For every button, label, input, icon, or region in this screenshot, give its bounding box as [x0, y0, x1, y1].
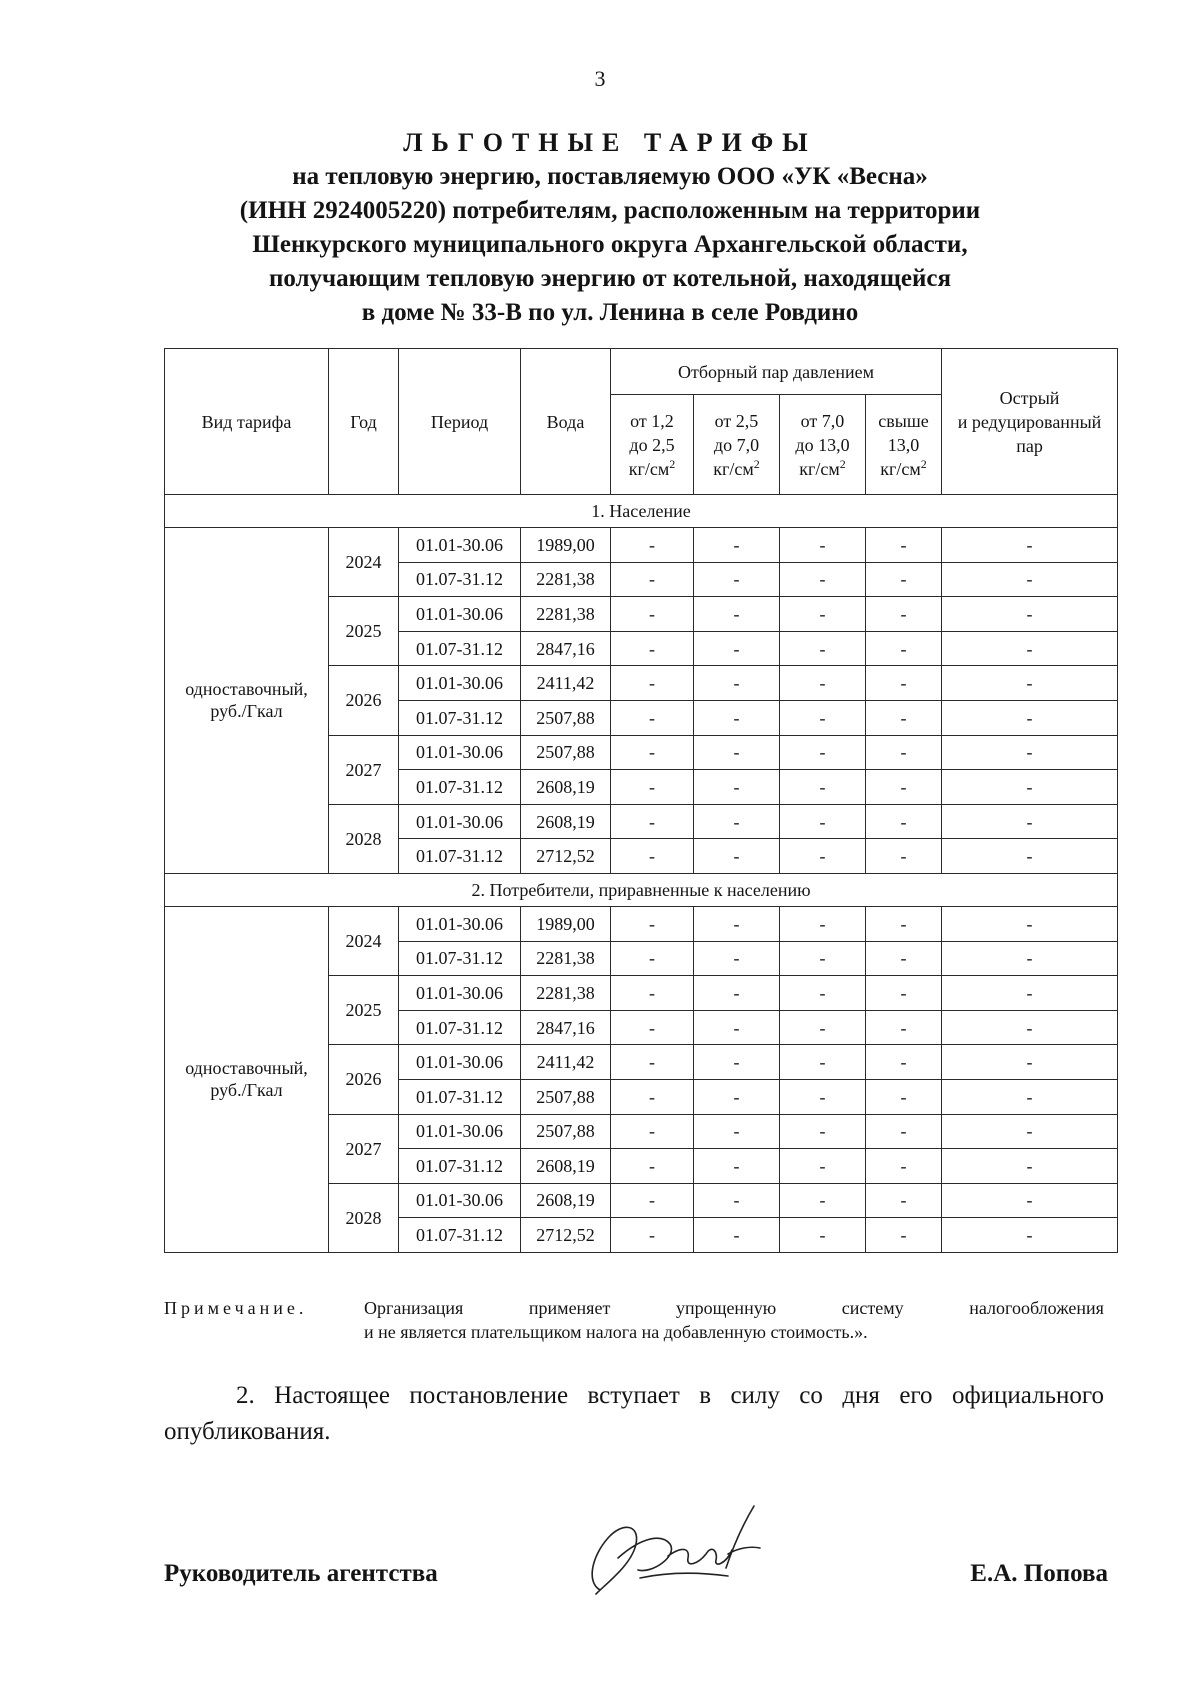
sharp-cell: - [942, 906, 1118, 941]
s2-cell: - [694, 1149, 780, 1184]
period-cell: 01.07-31.12 [399, 1010, 521, 1045]
header-steam-line: до 7,0 [713, 434, 760, 455]
year-cell: 2027 [329, 735, 399, 804]
sharp-cell: - [942, 597, 1118, 632]
s2-cell: - [694, 1218, 780, 1253]
s4-cell: - [866, 976, 942, 1011]
note-word: Организация [364, 1298, 464, 1318]
table-row [165, 528, 1118, 563]
s4-cell: - [866, 735, 942, 770]
year-cell: 2024 [329, 906, 399, 975]
header-steam-line: до 2,5 [629, 434, 675, 455]
title-line: Шенкурского муниципального округа Архангельской области, [252, 231, 968, 258]
s2-cell: - [694, 666, 780, 701]
header-sharp-line: Острый [999, 387, 1060, 408]
header-steam-unit [613, 457, 691, 481]
s1-cell: - [611, 631, 694, 666]
section-row [165, 873, 1118, 906]
sharp-cell: - [942, 1010, 1118, 1045]
unit-superscript: 2 [753, 456, 760, 471]
s4-cell: - [866, 631, 942, 666]
s3-cell: - [780, 1218, 866, 1253]
s4-cell: - [866, 666, 942, 701]
s1-cell: - [611, 839, 694, 874]
tariff-type-line: руб./Гкал [210, 1080, 283, 1101]
header-sharp-steam [942, 349, 1118, 495]
s4-cell: - [866, 1079, 942, 1114]
sharp-cell: - [942, 1149, 1118, 1184]
decree-paragraph: 2. Настоящее постановление вступает в силу со дня его официального опубликования. [164, 1382, 1104, 1445]
s2-cell: - [694, 1114, 780, 1149]
sharp-cell: - [942, 839, 1118, 874]
sharp-cell: - [942, 804, 1118, 839]
note-word: применяет [528, 1298, 611, 1318]
s3-cell: - [780, 735, 866, 770]
unit-superscript: 2 [839, 456, 846, 471]
water-cell: 2608,19 [521, 1149, 611, 1184]
sharp-cell: - [942, 528, 1118, 563]
period-cell: 01.07-31.12 [399, 562, 521, 597]
s4-cell: - [866, 1218, 942, 1253]
s3-cell: - [780, 528, 866, 563]
s1-cell: - [611, 1045, 694, 1080]
section-row [165, 495, 1118, 528]
year-cell: 2026 [329, 666, 399, 735]
sharp-cell: - [942, 770, 1118, 805]
s2-cell: - [694, 1079, 780, 1114]
s1-cell: - [611, 1010, 694, 1045]
water-cell: 2608,19 [521, 1183, 611, 1218]
s3-cell: - [780, 804, 866, 839]
s2-cell: - [694, 735, 780, 770]
tariffs-table [164, 348, 1118, 1253]
s4-cell: - [866, 839, 942, 874]
period-cell: 01.07-31.12 [399, 839, 521, 874]
header-steam-3 [780, 395, 866, 495]
s4-cell: - [866, 804, 942, 839]
water-cell: 2712,52 [521, 1218, 611, 1253]
note-label: Примечание. [164, 1298, 308, 1318]
sharp-cell: - [942, 666, 1118, 701]
s3-cell: - [780, 1183, 866, 1218]
s4-cell: - [866, 700, 942, 735]
year-cell: 2025 [329, 597, 399, 666]
title-line: на тепловую энергию, поставляемую ООО «УК «Весна» [292, 163, 928, 190]
sharp-cell: - [942, 941, 1118, 976]
s2-cell: - [694, 528, 780, 563]
year-cell: 2026 [329, 1045, 399, 1114]
s4-cell: - [866, 770, 942, 805]
note-word: налогообложения [969, 1298, 1104, 1318]
s2-cell: - [694, 1010, 780, 1045]
period-cell: 01.01-30.06 [399, 1114, 521, 1149]
s3-cell: - [780, 700, 866, 735]
sharp-cell: - [942, 1079, 1118, 1114]
water-cell: 2507,88 [521, 735, 611, 770]
water-cell: 2847,16 [521, 1010, 611, 1045]
tariff-type-line: одноставочный, [185, 1058, 308, 1079]
sharp-cell: - [942, 1114, 1118, 1149]
page-number: 3 [594, 66, 606, 91]
year-cell: 2027 [329, 1114, 399, 1183]
s4-cell: - [866, 1045, 942, 1080]
water-cell: 2411,42 [521, 1045, 611, 1080]
s3-cell: - [780, 597, 866, 632]
header-water: Вода [521, 349, 611, 495]
period-cell: 01.01-30.06 [399, 735, 521, 770]
unit-superscript: 2 [920, 456, 927, 471]
s1-cell: - [611, 1079, 694, 1114]
period-cell: 01.07-31.12 [399, 1218, 521, 1253]
year-cell: 2025 [329, 976, 399, 1045]
signatory-title: Руководитель агентства [164, 1560, 438, 1587]
water-cell: 2507,88 [521, 700, 611, 735]
s3-cell: - [780, 941, 866, 976]
s1-cell: - [611, 700, 694, 735]
water-cell: 2608,19 [521, 770, 611, 805]
water-cell: 2281,38 [521, 941, 611, 976]
water-cell: 2281,38 [521, 562, 611, 597]
sharp-cell: - [942, 976, 1118, 1011]
s1-cell: - [611, 941, 694, 976]
header-steam-unit [696, 457, 777, 481]
period-cell: 01.01-30.06 [399, 597, 521, 632]
s2-cell: - [694, 1183, 780, 1218]
s1-cell: - [611, 1114, 694, 1149]
water-cell: 2507,88 [521, 1079, 611, 1114]
water-cell: 2507,88 [521, 1114, 611, 1149]
period-cell: 01.01-30.06 [399, 906, 521, 941]
s3-cell: - [780, 631, 866, 666]
s1-cell: - [611, 735, 694, 770]
table-body [165, 495, 1118, 1253]
note-line-1 [364, 1296, 1104, 1320]
s1-cell: - [611, 1149, 694, 1184]
sharp-cell: - [942, 1218, 1118, 1253]
s2-cell: - [694, 804, 780, 839]
tariff-type-line: руб./Гкал [210, 701, 283, 722]
header-period: Период [399, 349, 521, 495]
header-steam-unit [868, 457, 939, 481]
period-cell: 01.01-30.06 [399, 976, 521, 1011]
table-row [165, 906, 1118, 941]
header-sharp-line: и редуцированный [957, 411, 1102, 432]
s3-cell: - [780, 1045, 866, 1080]
s2-cell: - [694, 631, 780, 666]
period-cell: 01.07-31.12 [399, 770, 521, 805]
sharp-cell: - [942, 735, 1118, 770]
s4-cell: - [866, 1183, 942, 1218]
title-main: ЛЬГОТНЫЕ ТАРИФЫ [403, 128, 817, 157]
unit-superscript: 2 [669, 456, 676, 471]
signatory-name: Е.А. Попова [970, 1560, 1108, 1587]
header-sharp-line: пар [1016, 435, 1043, 456]
s3-cell: - [780, 839, 866, 874]
sharp-cell: - [942, 1183, 1118, 1218]
s3-cell: - [780, 1149, 866, 1184]
sharp-cell: - [942, 631, 1118, 666]
header-steam-line: до 13,0 [795, 434, 850, 455]
header-steam-unit [782, 457, 863, 481]
unit-text: кг/см [713, 458, 754, 479]
header-steam-line: от 2,5 [714, 410, 759, 431]
water-cell: 2281,38 [521, 597, 611, 632]
sharp-cell: - [942, 562, 1118, 597]
s3-cell: - [780, 666, 866, 701]
s4-cell: - [866, 1010, 942, 1045]
s2-cell: - [694, 976, 780, 1011]
s4-cell: - [866, 528, 942, 563]
s2-cell: - [694, 839, 780, 874]
period-cell: 01.07-31.12 [399, 700, 521, 735]
s3-cell: - [780, 976, 866, 1011]
period-cell: 01.07-31.12 [399, 1149, 521, 1184]
tariff-type-line: одноставочный, [185, 679, 308, 700]
period-cell: 01.01-30.06 [399, 528, 521, 563]
s2-cell: - [694, 1045, 780, 1080]
header-steam-line: от 1,2 [630, 410, 674, 431]
document-title [150, 126, 1070, 330]
s1-cell: - [611, 804, 694, 839]
year-cell: 2028 [329, 1183, 399, 1252]
note-line-2: и не является плательщиком налога на добавленную стоимость.». [364, 1322, 868, 1342]
note-word: упрощенную [675, 1298, 777, 1318]
note-text [364, 1296, 1104, 1344]
unit-text: кг/см [799, 458, 840, 479]
s4-cell: - [866, 597, 942, 632]
water-cell: 2281,38 [521, 976, 611, 1011]
header-steam-line: 13,0 [887, 434, 920, 455]
period-cell: 01.01-30.06 [399, 804, 521, 839]
period-cell: 01.07-31.12 [399, 1079, 521, 1114]
water-cell: 2608,19 [521, 804, 611, 839]
s1-cell: - [611, 666, 694, 701]
s3-cell: - [780, 1010, 866, 1045]
s3-cell: - [780, 1079, 866, 1114]
s2-cell: - [694, 770, 780, 805]
s1-cell: - [611, 528, 694, 563]
unit-text: кг/см [880, 458, 921, 479]
s1-cell: - [611, 562, 694, 597]
water-cell: 2411,42 [521, 666, 611, 701]
s4-cell: - [866, 562, 942, 597]
s2-cell: - [694, 562, 780, 597]
period-cell: 01.07-31.12 [399, 941, 521, 976]
header-steam-line: свыше [878, 410, 929, 431]
s2-cell: - [694, 700, 780, 735]
s3-cell: - [780, 562, 866, 597]
s1-cell: - [611, 597, 694, 632]
table-header [165, 349, 1118, 495]
sharp-cell: - [942, 1045, 1118, 1080]
s4-cell: - [866, 906, 942, 941]
s2-cell: - [694, 941, 780, 976]
s4-cell: - [866, 1149, 942, 1184]
header-steam-4 [866, 395, 942, 495]
title-line: (ИНН 2924005220) потребителям, расположенным на территории [239, 197, 981, 224]
header-steam-group: Отборный пар давлением [611, 349, 942, 395]
header-tariff-type: Вид тарифа [165, 349, 329, 495]
s4-cell: - [866, 941, 942, 976]
s3-cell: - [780, 1114, 866, 1149]
year-cell: 2024 [329, 528, 399, 597]
tariff-type-cell [165, 906, 329, 1252]
tariff-type-cell [165, 528, 329, 874]
section-title: 1. Население [165, 495, 1118, 528]
s4-cell: - [866, 1114, 942, 1149]
water-cell: 1989,00 [521, 528, 611, 563]
header-steam-2 [694, 395, 780, 495]
s2-cell: - [694, 906, 780, 941]
s1-cell: - [611, 770, 694, 805]
water-cell: 2712,52 [521, 839, 611, 874]
unit-text: кг/см [628, 458, 670, 479]
water-cell: 1989,00 [521, 906, 611, 941]
period-cell: 01.01-30.06 [399, 1045, 521, 1080]
s1-cell: - [611, 1183, 694, 1218]
sharp-cell: - [942, 700, 1118, 735]
period-cell: 01.07-31.12 [399, 631, 521, 666]
header-year: Год [329, 349, 399, 495]
period-cell: 01.01-30.06 [399, 1183, 521, 1218]
header-steam-line: от 7,0 [800, 410, 845, 431]
year-cell: 2028 [329, 804, 399, 873]
title-line: получающим тепловую энергию от котельной, находящейся [268, 265, 952, 292]
s2-cell: - [694, 597, 780, 632]
water-cell: 2847,16 [521, 631, 611, 666]
s1-cell: - [611, 906, 694, 941]
s1-cell: - [611, 976, 694, 1011]
s1-cell: - [611, 1218, 694, 1253]
handwritten-signature [578, 1498, 768, 1608]
note-word: систему [841, 1298, 904, 1318]
section-title: 2. Потребители, приравненные к населению [165, 873, 1118, 906]
period-cell: 01.01-30.06 [399, 666, 521, 701]
s3-cell: - [780, 906, 866, 941]
s3-cell: - [780, 770, 866, 805]
header-steam-1 [611, 395, 694, 495]
title-line: в доме № 33-В по ул. Ленина в селе Ровдино [361, 299, 859, 326]
